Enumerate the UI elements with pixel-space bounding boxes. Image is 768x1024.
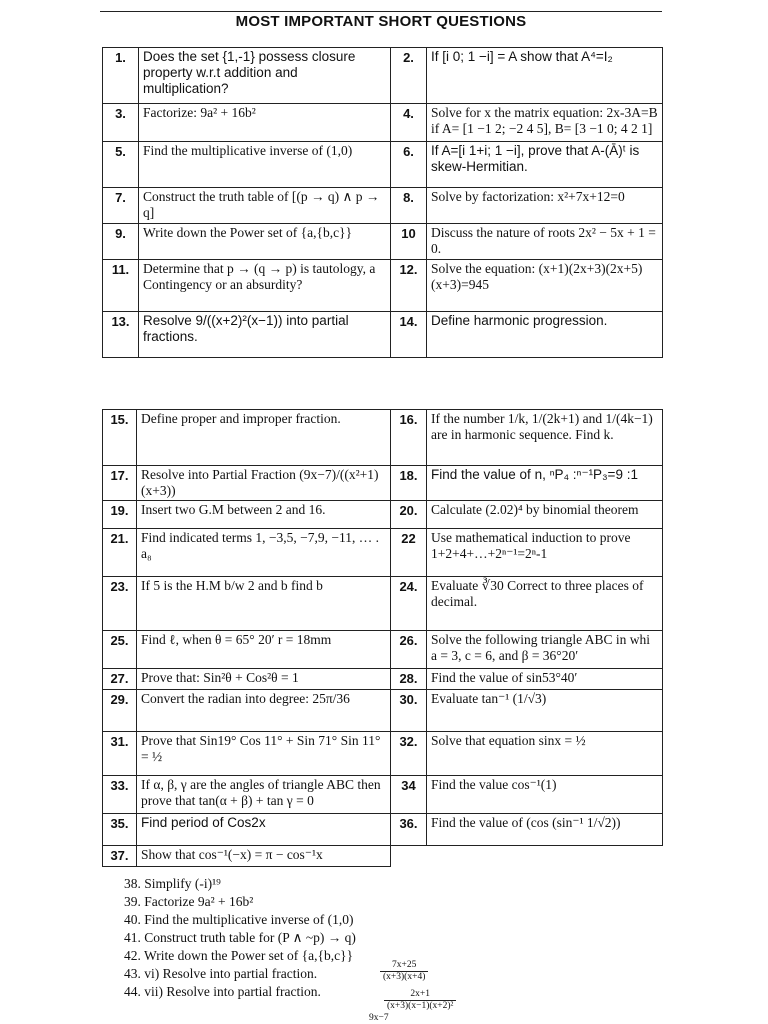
fraction-numerator: 7x+25 — [392, 960, 417, 970]
question-text: Define harmonic progression. — [427, 312, 663, 358]
list-item: 40. Find the multiplicative inverse of (1,0) — [124, 912, 354, 927]
question-number: 28. — [391, 669, 427, 690]
question-text: If the number 1/k, 1/(2k+1) and 1/(4k−1) are in harmonic sequence. Find k. — [427, 410, 663, 466]
fraction-44 — [384, 989, 456, 1012]
question-text: Solve the following triangle ABC in whi a = 3, c = 6, and β = 36°20′ — [427, 631, 663, 669]
question-number: 14. — [391, 312, 427, 358]
table-row — [103, 776, 663, 814]
question-text: Discuss the nature of roots 2x² − 5x + 1 = 0. — [427, 224, 663, 260]
table-row — [103, 690, 663, 732]
question-number: 33. — [103, 776, 137, 814]
table-row — [103, 224, 663, 260]
list-item: 42. Write down the Power set of {a,{b,c}} — [124, 948, 354, 963]
list-item: 39. Factorize 9a² + 16b² — [124, 894, 254, 909]
question-number: 21. — [103, 529, 137, 577]
question-number: 17. — [103, 466, 137, 501]
question-number: 19. — [103, 501, 137, 529]
question-text: Factorize: 9a² + 16b² — [139, 104, 391, 142]
question-text: Insert two G.M between 2 and 16. — [137, 501, 391, 529]
question-number: 35. — [103, 814, 137, 846]
table-row — [103, 312, 663, 358]
table-row — [103, 501, 663, 529]
question-text: Convert the radian into degree: 25π/36 — [137, 690, 391, 732]
question-text: Use mathematical induction to prove 1+2+4+…+2ⁿ⁻¹=2ⁿ-1 — [427, 529, 663, 577]
question-text: Find the value of (cos (sin⁻¹ 1/√2)) — [427, 814, 663, 846]
fraction-denominator: (x+3)(x+4) — [380, 971, 428, 983]
question-text: Resolve into Partial Fraction (9x−7)/((x²+1)(x+3)) — [137, 466, 391, 501]
question-text: Solve the equation: (x+1)(2x+3)(2x+5)(x+3)=945 — [427, 260, 663, 312]
question-number: 6. — [391, 142, 427, 188]
question-text: Find indicated terms 1, −3,5, −7,9, −11, … . a₈ — [137, 529, 391, 577]
question-number: 5. — [103, 142, 139, 188]
question-text: Write down the Power set of {a,{b,c}} — [139, 224, 391, 260]
list-item: 41. Construct truth table for (P ∧ ~p) → q) — [124, 930, 356, 945]
question-number: 29. — [103, 690, 137, 732]
question-text: Define proper and improper fraction. — [137, 410, 391, 466]
list-item: 44. vii) Resolve into partial fraction. — [124, 984, 321, 999]
question-number: 20. — [391, 501, 427, 529]
question-number: 13. — [103, 312, 139, 358]
question-number: 31. — [103, 732, 137, 776]
question-text: Evaluate ∛30 Correct to three places of decimal. — [427, 577, 663, 631]
question-number: 23. — [103, 577, 137, 631]
question-text: Does the set {1,-1} possess closure property w.r.t addition and multiplication? — [139, 48, 391, 104]
extra-questions-list — [124, 875, 356, 1001]
fraction-numerator: 9x−7 — [369, 1013, 389, 1023]
question-number: 25. — [103, 631, 137, 669]
question-number: 1. — [103, 48, 139, 104]
question-text: If 5 is the H.M b/w 2 and b find b — [137, 577, 391, 631]
table-row — [103, 104, 663, 142]
question-number: 4. — [391, 104, 427, 142]
question-number: 27. — [103, 669, 137, 690]
question-number: 26. — [391, 631, 427, 669]
fraction-45 — [366, 1013, 392, 1024]
questions-table-2 — [102, 409, 663, 867]
question-text: Solve that equation sinx = ½ — [427, 732, 663, 776]
table-row — [103, 529, 663, 577]
question-number: 37. — [103, 846, 137, 867]
question-number: 2. — [391, 48, 427, 104]
list-item: 43. vi) Resolve into partial fraction. — [124, 966, 318, 981]
question-text: Find the value cos⁻¹(1) — [427, 776, 663, 814]
question-text: Find period of Cos2x — [137, 814, 391, 846]
question-number: 11. — [103, 260, 139, 312]
question-number: 8. — [391, 188, 427, 224]
table-row — [103, 577, 663, 631]
question-number: 9. — [103, 224, 139, 260]
table-row — [103, 466, 663, 501]
question-text: Construct the truth table of [(p → q) ∧ p → q] — [139, 188, 391, 224]
table-row — [103, 48, 663, 104]
question-text: Prove that: Sin²θ + Cos²θ = 1 — [137, 669, 391, 690]
question-number: 32. — [391, 732, 427, 776]
question-text: Calculate (2.02)⁴ by binomial theorem — [427, 501, 663, 529]
question-number: 7. — [103, 188, 139, 224]
question-number: 15. — [103, 410, 137, 466]
fraction-43 — [380, 960, 428, 983]
question-text: Find ℓ, when θ = 65° 20′ r = 18mm — [137, 631, 391, 669]
fraction-denominator: (x+3)(x−1)(x+2)² — [384, 1000, 456, 1012]
table-row — [103, 846, 663, 867]
question-text: If [i 0; 1 −i] = A show that A⁴=I₂ — [427, 48, 663, 104]
page-title: MOST IMPORTANT SHORT QUESTIONS — [235, 13, 527, 30]
question-text: Solve for x the matrix equation: 2x-3A=B if A= [1 −1 2; −2 4 5], B= [3 −1 0; 4 2 1] — [427, 104, 663, 142]
question-text: Resolve 9/((x+2)²(x−1)) into partial fractions. — [139, 312, 391, 358]
question-number: 34 — [391, 776, 427, 814]
question-text: If α, β, γ are the angles of triangle ABC then prove that tan(α + β) + tan γ = 0 — [137, 776, 391, 814]
fraction-numerator: 2x+1 — [410, 989, 430, 999]
question-number: 16. — [391, 410, 427, 466]
question-number: 18. — [391, 466, 427, 501]
question-text: Find the value of sin53°40′ — [427, 669, 663, 690]
table-row — [103, 669, 663, 690]
question-number: 12. — [391, 260, 427, 312]
question-text: Find the value of n, ⁿP₄ :ⁿ⁻¹P₃=9 :1 — [427, 466, 663, 501]
table-row — [103, 188, 663, 224]
question-text: Find the multiplicative inverse of (1,0) — [139, 142, 391, 188]
table-row — [103, 814, 663, 846]
question-number: 10 — [391, 224, 427, 260]
question-number: 24. — [391, 577, 427, 631]
table-row — [103, 260, 663, 312]
table-row — [103, 410, 663, 466]
questions-table-1 — [102, 47, 663, 358]
top-rule — [100, 11, 662, 12]
question-number: 36. — [391, 814, 427, 846]
question-number: 30. — [391, 690, 427, 732]
list-item: 38. Simplify (-i)¹⁹ — [124, 876, 221, 891]
question-text: Prove that Sin19° Cos 11° + Sin 71° Sin 11° = ½ — [137, 732, 391, 776]
question-number: 3. — [103, 104, 139, 142]
question-text: Show that cos⁻¹(−x) = π − cos⁻¹x — [137, 846, 391, 867]
question-text: Determine that p → (q → p) is tautology, a Contingency or an absurdity? — [139, 260, 391, 312]
question-number: 22 — [391, 529, 427, 577]
table-row — [103, 732, 663, 776]
table-row — [103, 631, 663, 669]
question-text: If A=[i 1+i; 1 −i], prove that A-(Ā)ᵗ is skew-Hermitian. — [427, 142, 663, 188]
table-row — [103, 142, 663, 188]
question-text: Solve by factorization: x²+7x+12=0 — [427, 188, 663, 224]
question-text: Evaluate tan⁻¹ (1/√3) — [427, 690, 663, 732]
